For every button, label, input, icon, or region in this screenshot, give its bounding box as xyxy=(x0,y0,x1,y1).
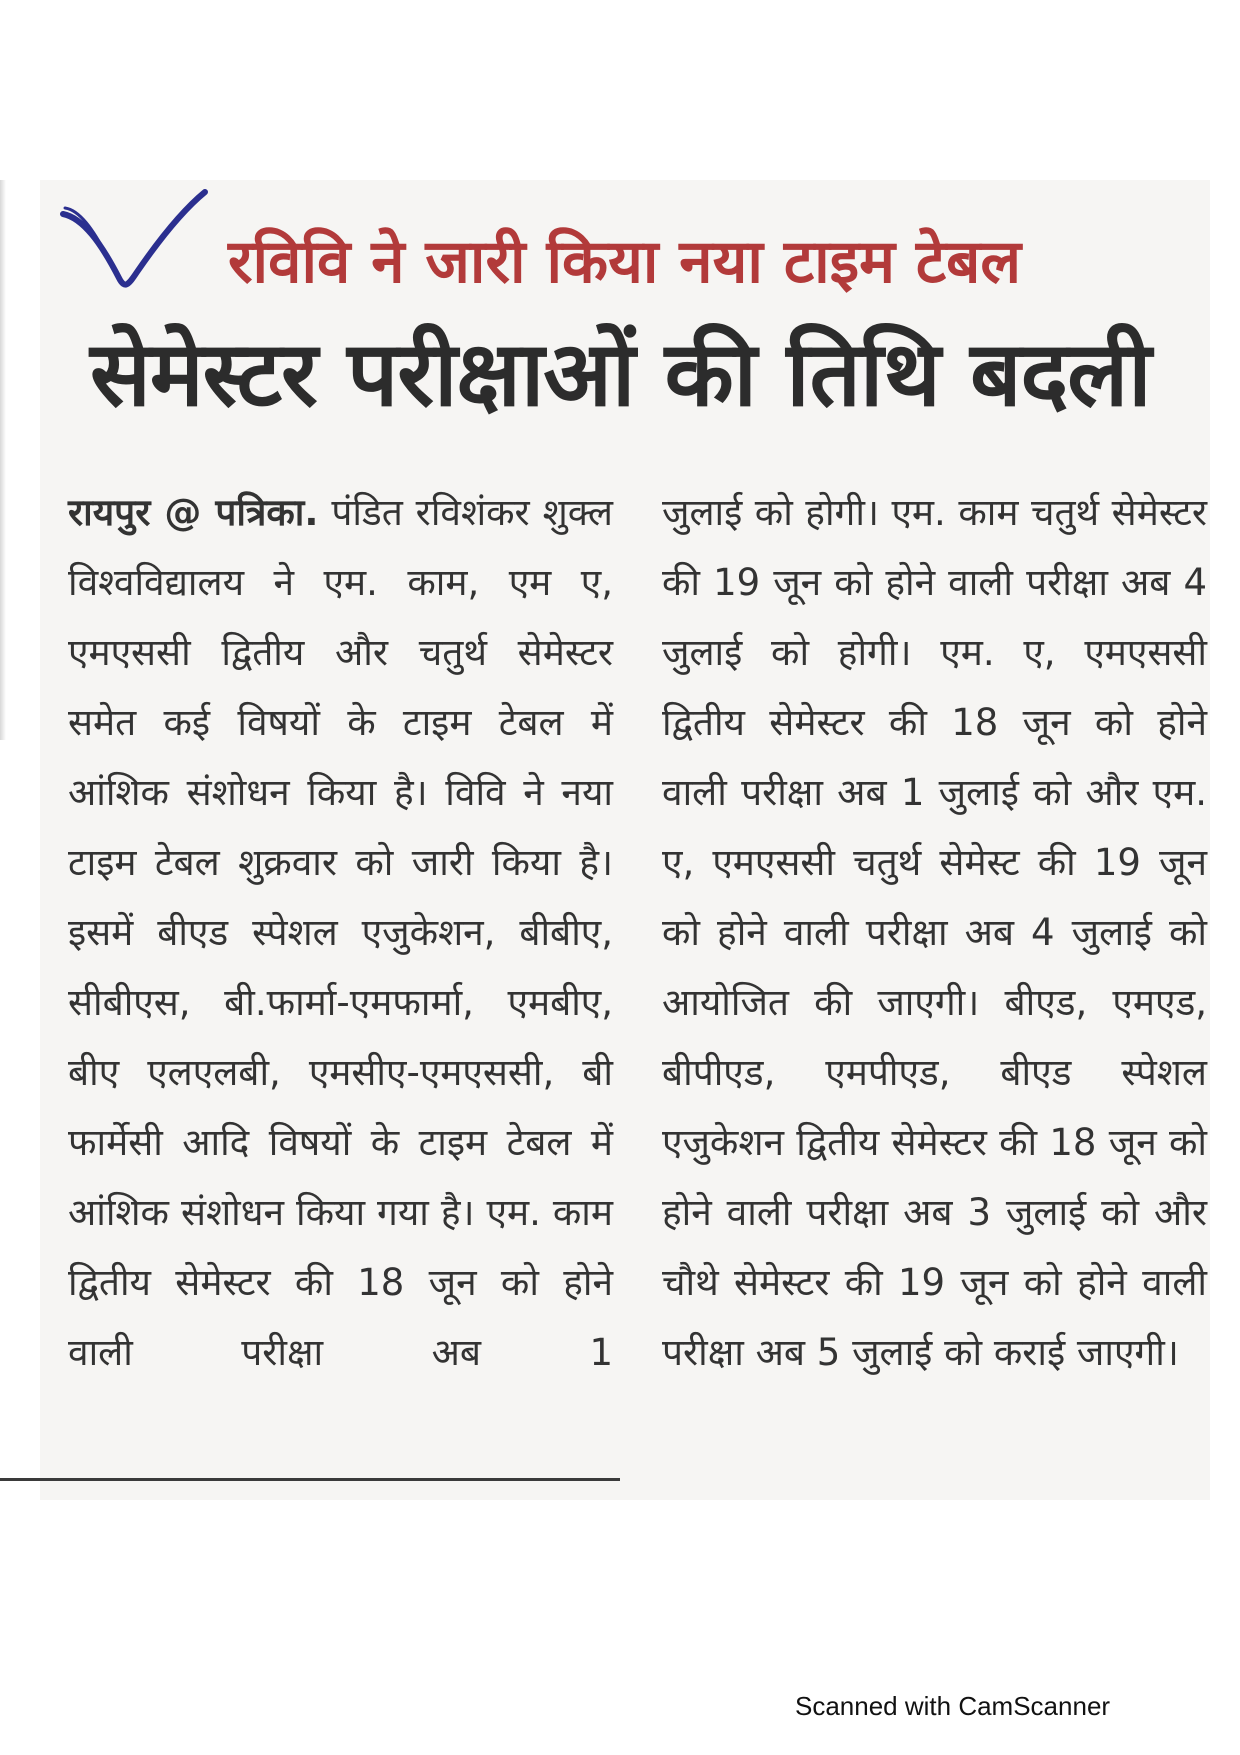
article-column-left-text: पंडित रविशंकर शुक्ल विश्वविद्यालय ने एम. काम, एम ए, एमएससी द्वितीय और चतुर्थ सेमेस्टर समेत कई विषयों के टाइम टेबल में आंशिक संशोधन किया है। विवि ने नया टाइम टेबल शुक्रवार को जारी किया है। इसमें बीएड स्पेशल एजुकेशन, बीबीए, सीबीएस, बी.फार्मा-एमफार्मा, एमबीए, बीए एलएलबी, एमसीए-एमएससी, बी फार्मेसी आदि विषयों के टाइम टेबल में आंशिक संशोधन किया गया है। एम. काम द्वितीय सेमेस्टर की 18 जून को होने वाली परीक्षा अब 1 xyxy=(68,491,613,1374)
article-kicker: रविवि ने जारी किया नया टाइम टेबल xyxy=(228,227,1022,297)
article-column-right xyxy=(662,478,1207,1388)
scanner-watermark: Scanned with CamScanner xyxy=(795,1691,1111,1721)
page-edge-shadow xyxy=(0,180,6,740)
article-headline: सेमेस्टर परीक्षाओं की तिथि बदली xyxy=(90,322,1151,427)
article-column-left xyxy=(68,478,613,1388)
article-bottom-rule xyxy=(0,1478,620,1481)
article-dateline: रायपुर @ पत्रिका. xyxy=(68,491,319,534)
article-column-right-text: जुलाई को होगी। एम. काम चतुर्थ सेमेस्टर की 19 जून को होने वाली परीक्षा अब 4 जुलाई को होगी। एम. ए, एमएससी द्वितीय सेमेस्टर की 18 जून को होने वाली परीक्षा अब 1 जुलाई को और एम. ए, एमएससी चतुर्थ सेमेस्ट की 19 जून को होने वाली परीक्षा अब 4 जुलाई को आयोजित की जाएगी। बीएड, एमएड, बीपीएड, एमपीएड, बीएड स्पेशल एजुकेशन द्वितीय सेमेस्टर की 18 जून को होने वाली परीक्षा अब 3 जुलाई को और चौथे सेमेस्टर की 19 जून को होने वाली परीक्षा अब 5 जुलाई को कराई जाएगी। xyxy=(662,491,1207,1374)
checkmark-icon xyxy=(55,188,245,328)
